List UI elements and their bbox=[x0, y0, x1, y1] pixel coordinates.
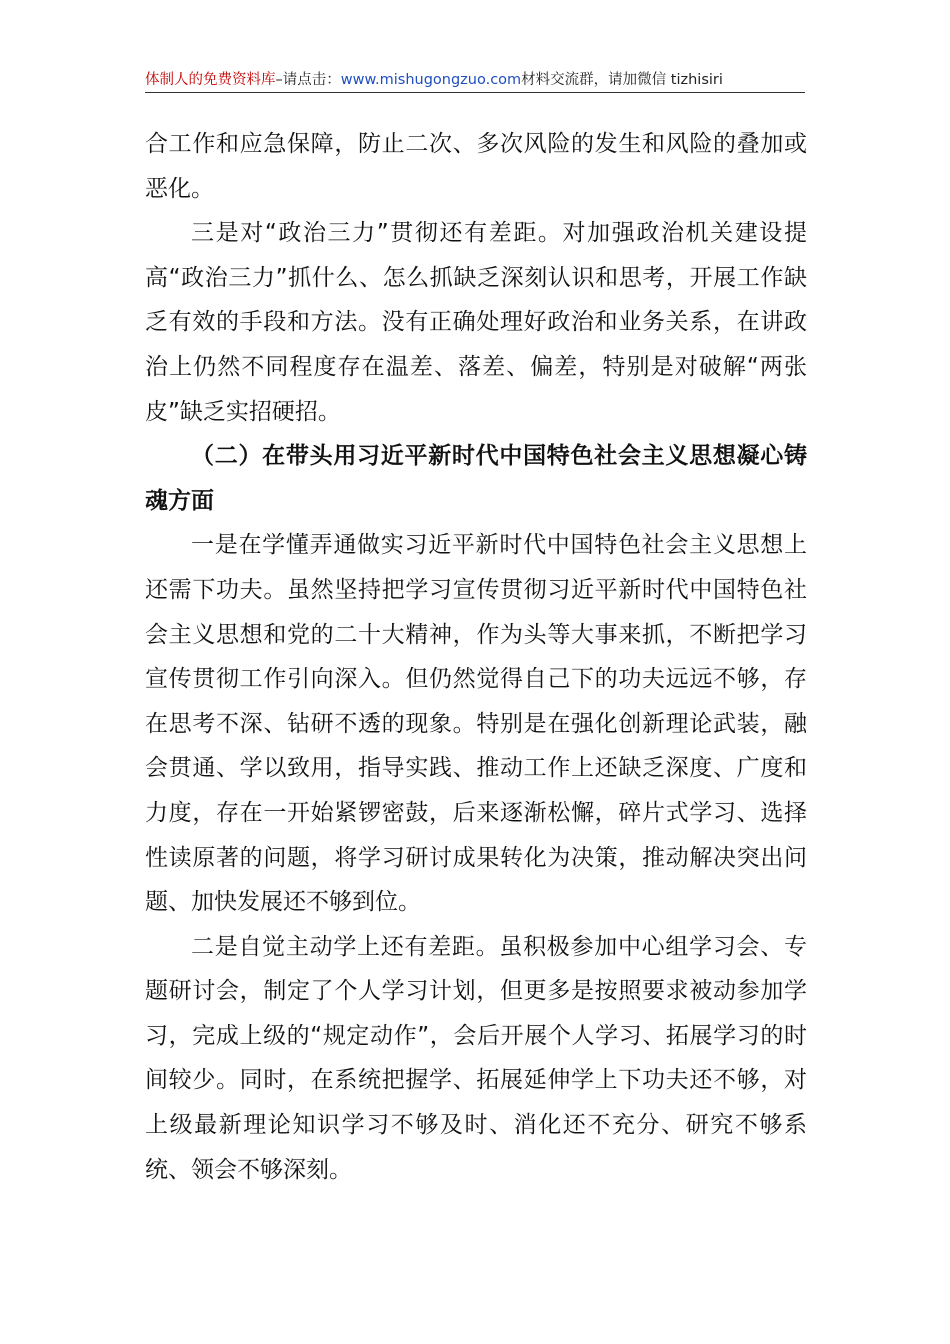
document-body bbox=[145, 122, 807, 1192]
header-brand: 体制人的免费资料库 bbox=[145, 72, 276, 88]
section-heading: （二）在带头用习近平新时代中国特色社会主义思想凝心铸魂方面 bbox=[145, 443, 807, 514]
paragraph-point-one: 一是在学懂弄通做实习近平新时代中国特色社会主义思想上还需下功夫。虽然坚持把学习宣传贯彻习近平新时代中国特色社会主义思想和党的二十大精神，作为头等大事来抓，不断把学习宣传贯彻工作引向深入。但仍然觉得自己下的功夫远远不够，存在思考不深、钻研不透的现象。特别是在强化创新理论武装，融会贯通、学以致用，指导实践、推动工作上还缺乏深度、广度和力度，存在一开始紧锣密鼓，后来逐渐松懈，碎片式学习、选择性读原著的问题，将学习研讨成果转化为决策，推动解决突出问题、加快发展还不够到位。 bbox=[145, 532, 807, 916]
header-prompt: –请点击： bbox=[275, 72, 341, 88]
paragraph-point-two: 二是自觉主动学上还有差距。虽积极参加中心组学习会、专题研讨会，制定了个人学习计划，但更多是按照要求被动参加学习，完成上级的“规定动作”，会后开展个人学习、拓展学习的时间较少。同时，在系统把握学、拓展延伸学上下功夫还不够，对上级最新理论知识学习不够及时、消化还不充分、研究不够系统、领会不够深刻。 bbox=[145, 933, 807, 1183]
header-contact: 材料交流群，请加微信 tizhisiri bbox=[521, 72, 723, 88]
paragraph-point-three: 三是对“政治三力”贯彻还有差距。对加强政治机关建设提高“政治三力”抓什么、怎么抓缺乏深刻认识和思考，开展工作缺乏有效的手段和方法。没有正确处理好政治和业务关系，在讲政治上仍然不同程度存在温差、落差、偏差，特别是对破解“两张皮”缺乏实招硬招。 bbox=[145, 220, 807, 425]
paragraph-continuation: 合工作和应急保障，防止二次、多次风险的发生和风险的叠加或恶化。 bbox=[145, 131, 807, 202]
page-header bbox=[145, 70, 805, 93]
header-link[interactable]: www.mishugongzuo.com bbox=[340, 72, 522, 88]
